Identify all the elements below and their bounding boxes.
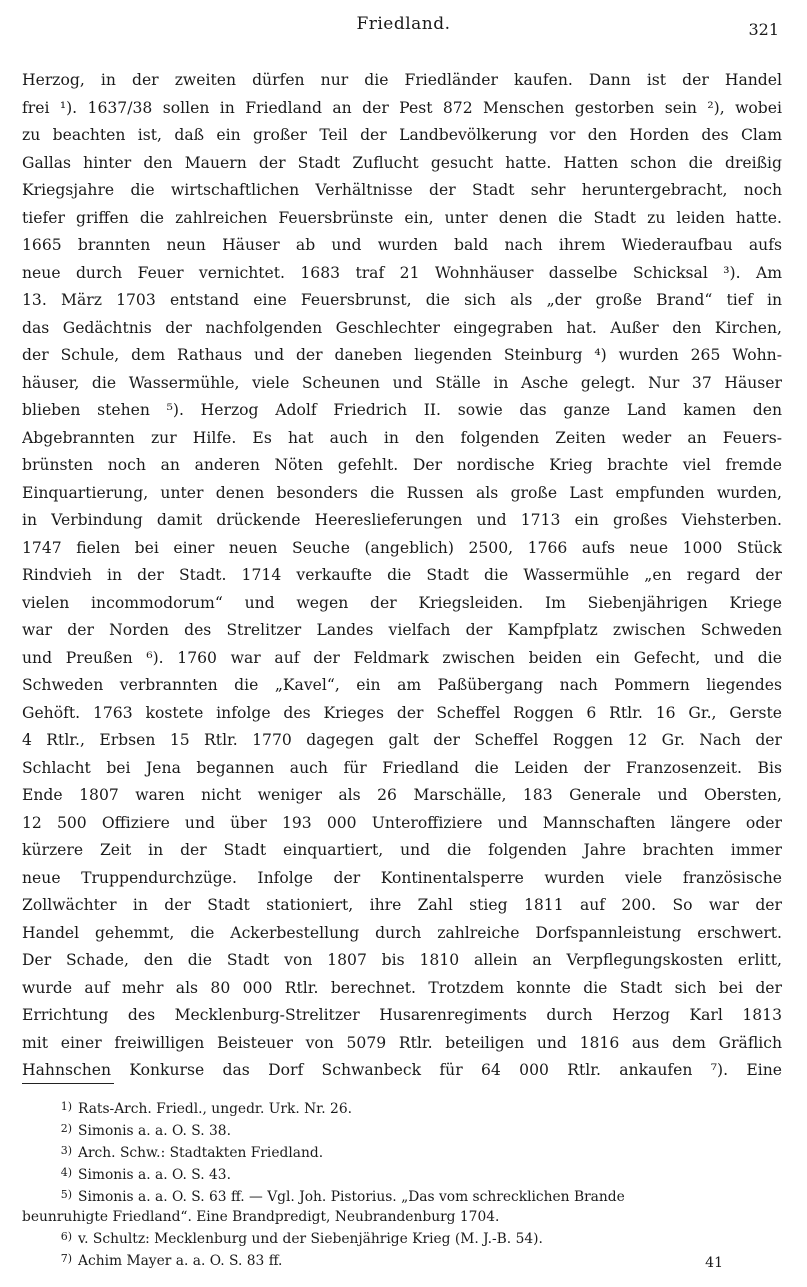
footnote-mark: 1) — [60, 1100, 72, 1113]
footnotes — [22, 1097, 782, 1271]
text-line: neue durch Feuer vernichtet. 1683 traf 21 Wohnhäuser dasselbe Schicksal ³). Am — [22, 263, 782, 282]
text-line: tiefer griffen die zahlreichen Feuersbrünste ein, unter denen die Stadt zu leiden hatte. — [22, 208, 782, 227]
text-line: Hahnschen Konkurse das Dorf Schwanbeck für 64 000 Rtlr. ankaufen ⁷). Eine — [22, 1061, 782, 1079]
text-line: das Gedächtnis der nachfolgenden Geschlechter eingegraben hat. Außer den Kirchen, — [22, 318, 782, 337]
text-line: Errichtung des Mecklenburg-Strelitzer Husarenregiments durch Herzog Karl 1813 — [22, 1006, 782, 1024]
text-line: 1747 fielen bei einer neuen Seuche (angeblich) 2500, 1766 aufs neue 1000 Stück — [22, 538, 782, 557]
running-head: Friedland. — [356, 14, 451, 34]
footnote-mark: 4) — [60, 1166, 72, 1179]
footnote-mark: 7) — [60, 1252, 72, 1265]
text-line: Schlacht bei Jena begannen auch für Friedland die Leiden der Franzosenzeit. Bis — [22, 758, 782, 777]
footnote-text: Simonis a. a. O. S. 38. — [78, 1123, 231, 1139]
text-line: Schweden verbrannten die „Kavel“, ein am Paßübergang nach Pommern liegendes — [22, 676, 782, 694]
footnote — [22, 1163, 782, 1185]
footnote-text: Simonis a. a. O. S. 43. — [78, 1167, 231, 1183]
text-line: neue Truppendurchzüge. Infolge der Kontinentalsperre wurden viele französische — [22, 868, 782, 887]
text-line: Gallas hinter den Mauern der Stadt Zuflucht gesucht hatte. Hatten schon die dreißig — [22, 153, 782, 172]
footnote-rule — [22, 1083, 114, 1084]
text-line: Der Schade, den die Stadt von 1807 bis 1810 allein an Verpflegungskosten erlitt, — [22, 951, 782, 969]
text-line: blieben stehen ⁵). Herzog Adolf Friedrich II. sowie das ganze Land kamen den — [22, 401, 782, 419]
footnote — [22, 1207, 782, 1227]
footnote-text: beunruhigte Friedland“. Eine Brandpredigt, Neubrandenburg 1704. — [22, 1209, 500, 1225]
footnote — [22, 1227, 782, 1249]
footnote-mark: 2) — [60, 1122, 72, 1135]
text-line: Einquartierung, unter denen besonders die Russen als große Last empfunden wurden, — [22, 483, 782, 502]
footnote — [22, 1185, 782, 1207]
footnote-text: Rats-Arch. Friedl., ungedr. Urk. Nr. 26. — [78, 1101, 352, 1117]
text-line: und Preußen ⁶). 1760 war auf der Feldmark zwischen beiden ein Gefecht, und die — [22, 648, 782, 667]
text-line: häuser, die Wassermühle, viele Scheunen und Ställe in Asche gelegt. Nur 37 Häuser — [22, 373, 782, 392]
text-line: Abgebrannten zur Hilfe. Es hat auch in den folgenden Zeiten weder an Feuers- — [22, 428, 782, 447]
text-line: frei ¹). 1637/38 sollen in Friedland an der Pest 872 Menschen gestorben sein ²), wobei — [22, 98, 782, 117]
footnote — [22, 1249, 782, 1271]
footnote-text: Simonis a. a. O. S. 63 ff. — Vgl. Joh. Pistorius. „Das vom schrecklichen Brande — [78, 1189, 625, 1205]
footnote-text: Arch. Schw.: Stadtakten Friedland. — [78, 1145, 324, 1161]
footnote — [22, 1097, 782, 1119]
text-line: Zollwächter in der Stadt stationiert, ihre Zahl stieg 1811 auf 200. So war der — [22, 896, 782, 914]
footnote-mark: 6) — [60, 1230, 72, 1243]
text-line: kürzere Zeit in der Stadt einquartiert, und die folgenden Jahre brachten immer — [22, 841, 782, 859]
text-line: Rindvieh in der Stadt. 1714 verkaufte die Stadt die Wassermühle „en regard der — [22, 566, 782, 584]
footnote-text: Achim Mayer a. a. O. S. 83 ff. — [78, 1253, 283, 1269]
footnote — [22, 1119, 782, 1141]
footnote-mark: 3) — [60, 1144, 72, 1157]
text-line: war der Norden des Strelitzer Landes vielfach der Kampfplatz zwischen Schweden — [22, 621, 782, 639]
text-line: Ende 1807 waren nicht weniger als 26 Marschälle, 183 Generale und Obersten, — [22, 786, 782, 804]
text-line: in Verbindung damit drückende Heereslieferungen und 1713 ein großes Viehsterben. — [22, 511, 782, 529]
text-line: Handel gehemmt, die Ackerbestellung durch zahlreiche Dorfspannleistung erschwert. — [22, 923, 782, 942]
footnote-text: v. Schultz: Mecklenburg und der Siebenjährige Krieg (M. J.-B. 54). — [78, 1231, 543, 1247]
text-line: vielen incommodorum“ und wegen der Kriegsleiden. Im Siebenjährigen Kriege — [22, 593, 782, 612]
text-line: Gehöft. 1763 kostete infolge des Krieges der Scheffel Roggen 6 Rtlr. 16 Gr., Gerste — [22, 703, 782, 722]
text-line: Kriegsjahre die wirtschaftlichen Verhältnisse der Stadt sehr heruntergebracht, noch — [22, 181, 782, 199]
text-line: zu beachten ist, daß ein großer Teil der Landbevölkerung vor den Horden des Clam — [22, 126, 782, 144]
body-text — [22, 67, 782, 1085]
text-line: 13. März 1703 entstand eine Feuersbrunst, die sich als „der große Brand“ tief in — [22, 291, 782, 309]
text-line: Herzog, in der zweiten dürfen nur die Friedländer kaufen. Dann ist der Handel — [22, 71, 782, 89]
text-line: wurde auf mehr als 80 000 Rtlr. berechnet. Trotzdem konnte die Stadt sich bei der — [22, 978, 782, 997]
signature-mark: 41 — [705, 1255, 723, 1271]
page-number: 321 — [748, 20, 779, 39]
text-line: 12 500 Offiziere und über 193 000 Unteroffiziere und Mannschaften längere oder — [22, 813, 782, 832]
text-line: brünsten noch an anderen Nöten gefehlt. Der nordische Krieg brachte viel fremde — [22, 456, 782, 474]
footnote-mark: 5) — [60, 1188, 72, 1201]
text-line: 1665 brannten neun Häuser ab und wurden bald nach ihrem Wiederaufbau aufs — [22, 236, 782, 254]
text-line: 4 Rtlr., Erbsen 15 Rtlr. 1770 dagegen galt der Scheffel Roggen 12 Gr. Nach der — [22, 731, 782, 749]
text-line: der Schule, dem Rathaus und der daneben liegenden Steinburg ⁴) wurden 265 Wohn- — [22, 346, 782, 364]
text-line: mit einer freiwilligen Beisteuer von 5079 Rtlr. beteiligen und 1816 aus dem Gräflich — [22, 1033, 782, 1052]
footnote — [22, 1141, 782, 1163]
